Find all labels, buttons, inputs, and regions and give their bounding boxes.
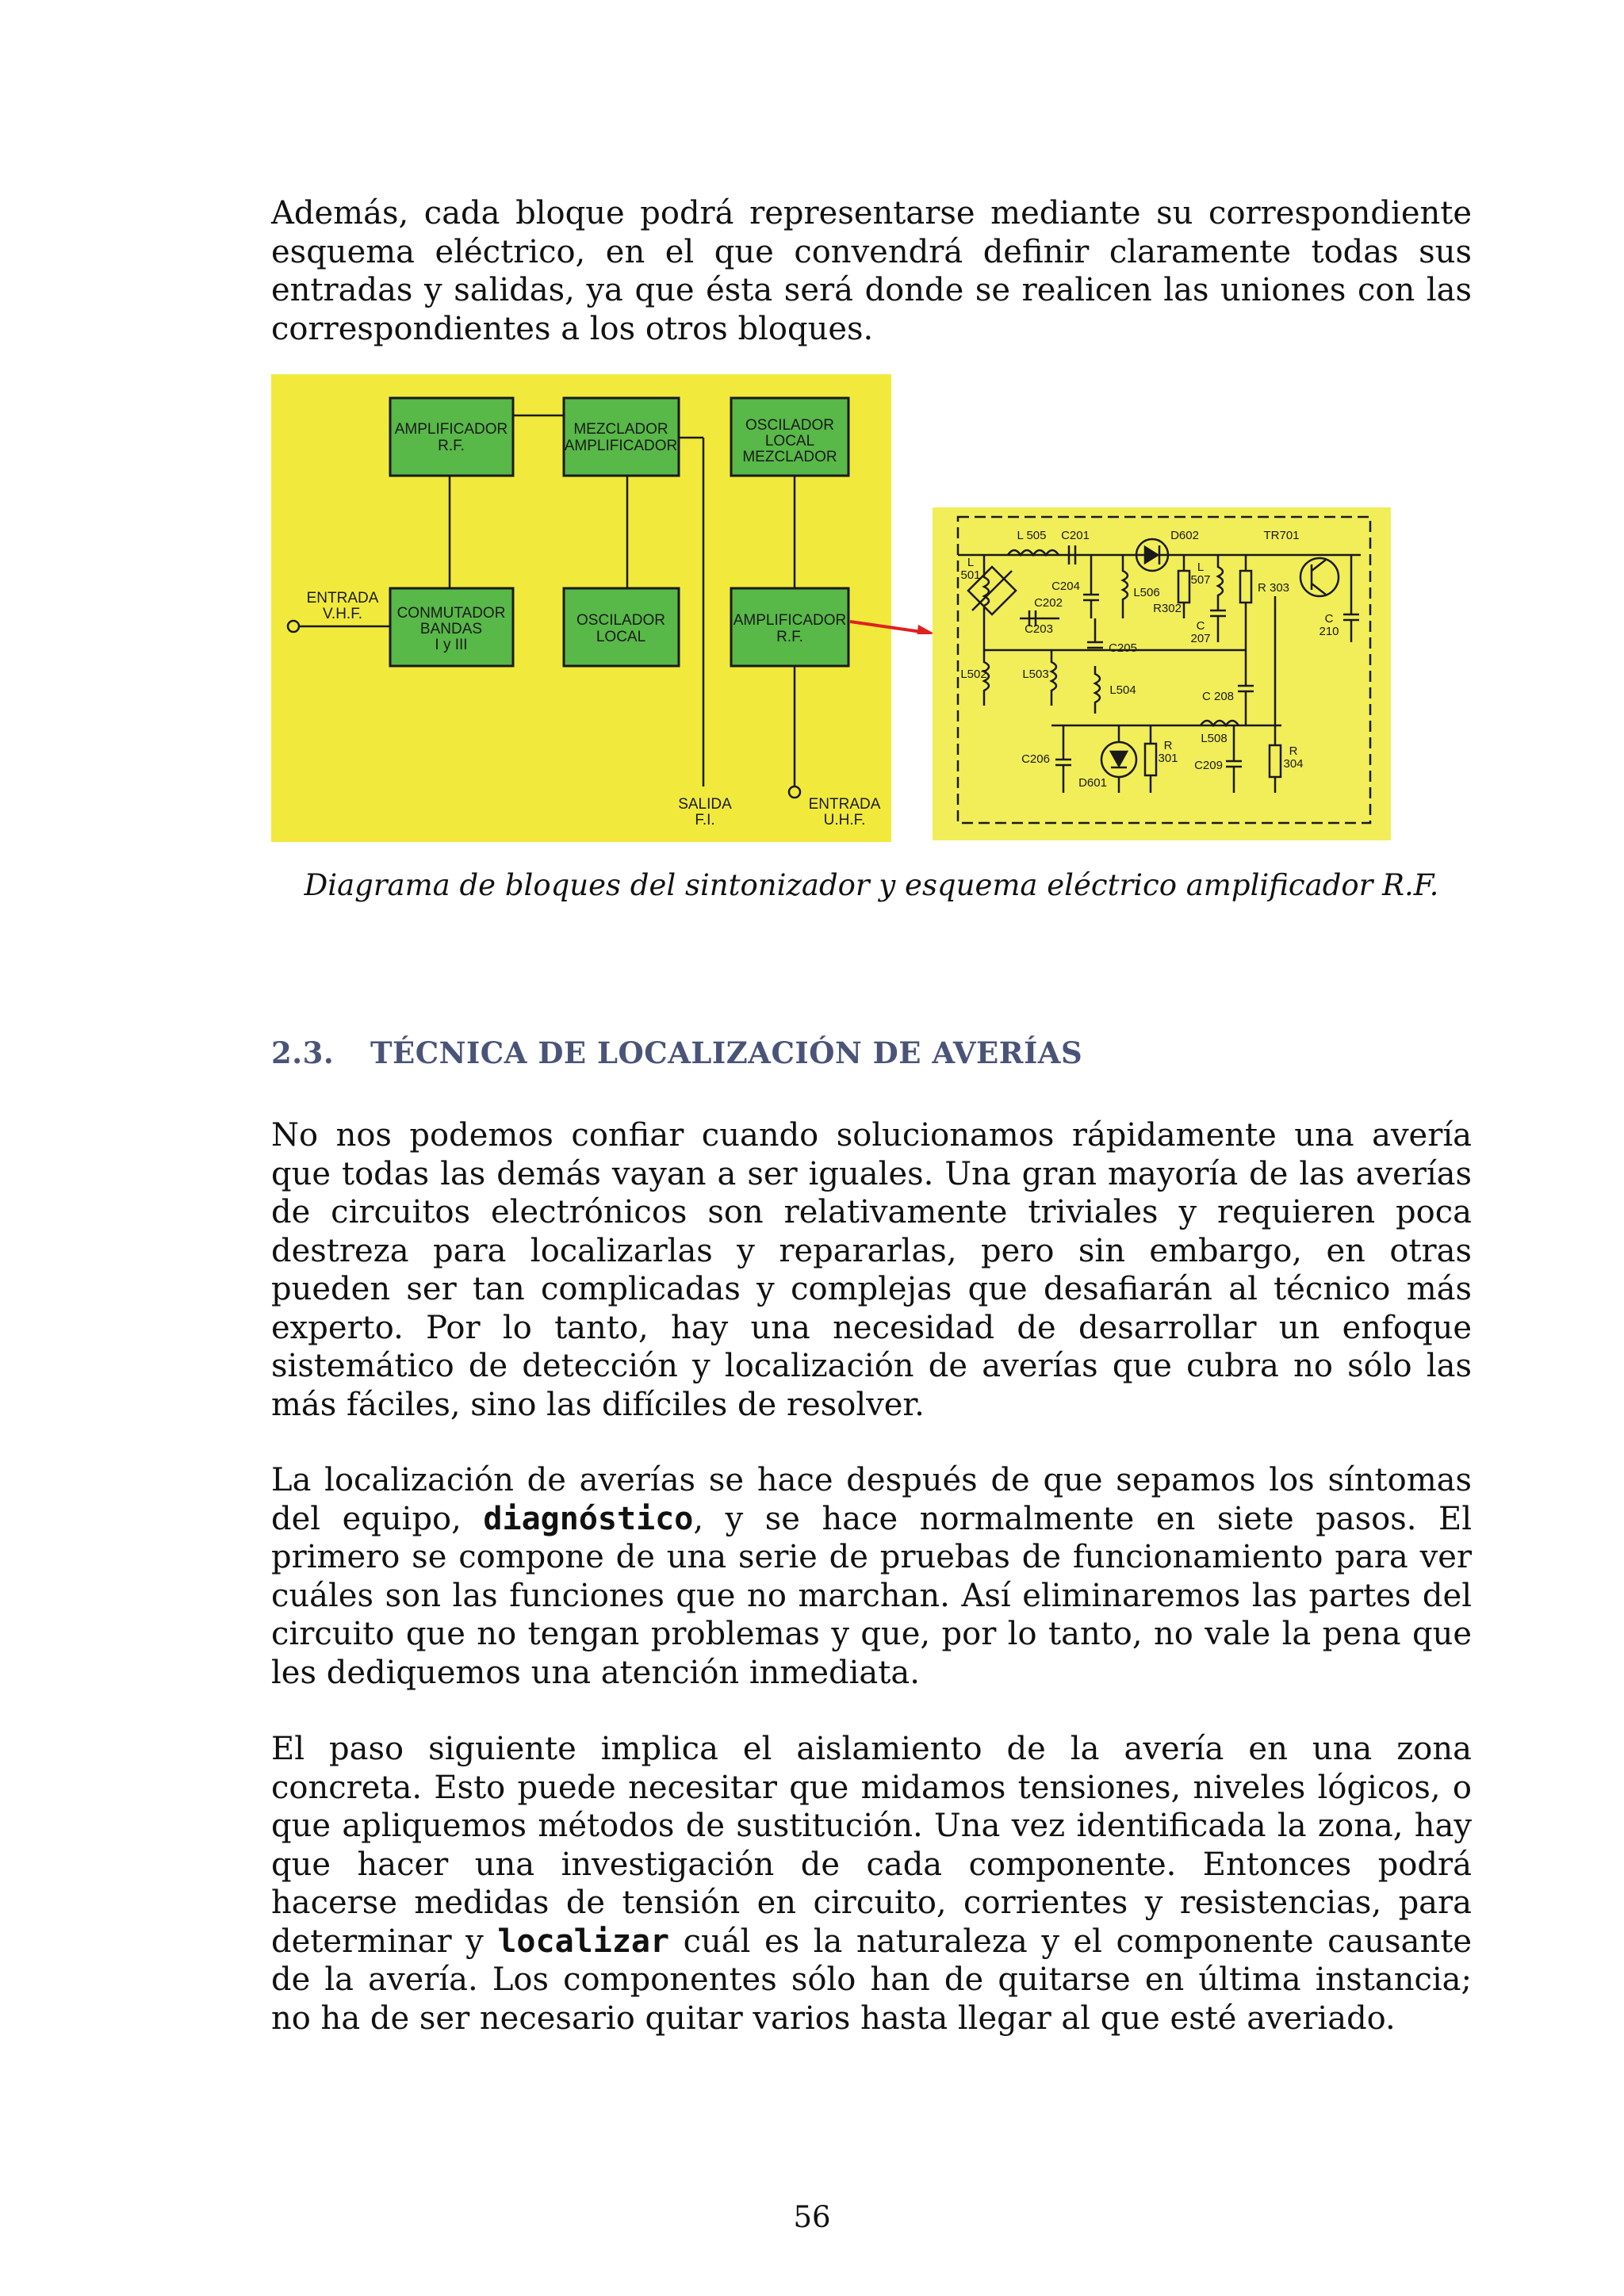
figure-caption: Diagrama de bloques del sintonizador y esquema eléctrico amplificador R.F. <box>304 868 1439 902</box>
component-label: C 208 <box>1201 690 1235 703</box>
paragraph-text: El paso siguiente implica el aislamiento de la avería en una zona concreta. Esto puede necesitar que midamos tensiones, niveles lógicos, o que apliquemos métodos de sustitución. Una vez identificada la zona, hay que hacer una investigación de cada componente. Entonces podrá hacerse medidas de tensión en circuito, corrientes y resistencias, para determinar y <box>271 1731 1472 1960</box>
block-label: OSCILADOR <box>576 612 665 629</box>
block-label: MEZCLADOR <box>573 421 668 438</box>
intro-paragraph: Además, cada bloque podrá representarse mediante su correspondiente esquema eléctrico, en el que convendrá definir claramente todas sus entradas y salidas, ya que ésta será donde se realicen las uniones con las correspondientes a los otros bloques. <box>271 195 1472 347</box>
vhf-input-label: ENTRADA <box>306 590 379 607</box>
block-label: R.F. <box>776 629 803 645</box>
block-label: MEZCLADOR <box>742 449 837 465</box>
body-paragraph <box>271 1730 1472 2038</box>
component-label: R302 <box>1153 602 1182 615</box>
component-label: C202 <box>1034 596 1063 610</box>
component-label: D602 <box>1170 529 1199 542</box>
block-label: AMPLIFICADOR <box>394 421 508 438</box>
block-label: CONMUTADOR <box>396 605 506 622</box>
component-label: L506 <box>1133 586 1160 599</box>
component-label: 210 <box>1319 625 1339 638</box>
component-label: C209 <box>1194 759 1223 772</box>
component-label: R 303 <box>1257 581 1290 595</box>
component-label: R <box>1289 744 1298 758</box>
component-label: L <box>967 556 975 569</box>
component-label: L <box>1197 561 1205 574</box>
component-label: 304 <box>1283 757 1304 771</box>
tuner-block-diagram <box>271 374 891 842</box>
block-label: LOCAL <box>764 433 815 450</box>
component-label: C <box>1324 612 1334 626</box>
paragraph-text: La localización de averías se hace después de que sepamos los síntomas del equipo, <box>271 1462 1472 1537</box>
fi-output-label: F.I. <box>695 812 715 828</box>
component-label: R <box>1163 739 1173 752</box>
block-label: R.F. <box>438 438 465 454</box>
block-label: AMPLIFICADOR <box>564 438 678 454</box>
uhf-input-label: ENTRADA <box>808 796 881 813</box>
bold-term: diagnóstico <box>483 1500 694 1537</box>
section-heading <box>271 1035 1082 1070</box>
component-label: 507 <box>1190 573 1211 587</box>
block-label: LOCAL <box>596 629 646 645</box>
body-paragraph <box>271 1461 1472 1692</box>
paragraph-text: , y se hace normalmente en siete pasos. El primero se compone de una serie de pruebas de funcionamiento para ver cuáles son las funciones que no marchan. Así eliminaremos las partes del circuito que no tengan problemas y que, por lo tanto, no vale la pena que les dediquemos una atención inmediata. <box>271 1500 1473 1691</box>
component-label: 501 <box>960 568 981 582</box>
rf-amplifier-schematic <box>933 507 1391 840</box>
component-label: L508 <box>1201 732 1228 745</box>
component-label: C <box>1196 619 1205 633</box>
component-label: L503 <box>1022 668 1049 681</box>
component-label: 207 <box>1190 632 1211 645</box>
section-title: TÉCNICA DE LOCALIZACIÓN DE AVERÍAS <box>370 1035 1083 1070</box>
component-label: D601 <box>1078 776 1107 790</box>
vhf-terminal-icon <box>288 621 299 632</box>
block-label: BANDAS <box>419 621 483 637</box>
vhf-input-label: V.H.F. <box>323 606 362 622</box>
fi-output-label: SALIDA <box>678 796 732 813</box>
block-label: OSCILADOR <box>745 417 834 434</box>
uhf-terminal-icon <box>789 786 800 798</box>
component-label: C205 <box>1109 641 1137 655</box>
block-label: I y III <box>435 637 468 653</box>
component-label: C201 <box>1061 529 1090 542</box>
page-number: 56 <box>793 2200 831 2234</box>
section-number: 2.3. <box>271 1035 335 1070</box>
paragraph-text: cuál es la naturaleza y el componente causante de la avería. Los componentes sólo han de quitarse en última instancia; no ha de ser necesario quitar varios hasta llegar al que esté averiado. <box>271 1923 1473 2037</box>
component-label: TR701 <box>1263 529 1300 542</box>
bold-term: localizar <box>497 1923 670 1960</box>
component-label: L504 <box>1109 683 1136 697</box>
component-label: 301 <box>1158 752 1178 765</box>
red-arrow-icon <box>848 610 936 634</box>
component-label: L502 <box>960 668 987 681</box>
component-label: C203 <box>1025 622 1053 636</box>
component-label: L 505 <box>1017 529 1047 542</box>
body-paragraph: No nos podemos confiar cuando solucionamos rápidamente una avería que todas las demás vayan a ser iguales. Una gran mayoría de las averías de circuitos electrónicos son relativamente triviales y requieren poca destreza para localizarlas y repararlas, pero sin embargo, en otras pueden ser tan complicadas y complejas que desafiarán al técnico más experto. Por lo tanto, hay una necesidad de desarrollar un enfoque sistemático de detección y localización de averías que cubra no sólo las más fáciles, sino las difíciles de resolver. <box>271 1117 1472 1423</box>
component-label: C204 <box>1051 580 1080 593</box>
uhf-input-label: U.H.F. <box>823 812 866 828</box>
component-label: C206 <box>1021 752 1050 766</box>
block-label: AMPLIFICADOR <box>733 612 847 629</box>
